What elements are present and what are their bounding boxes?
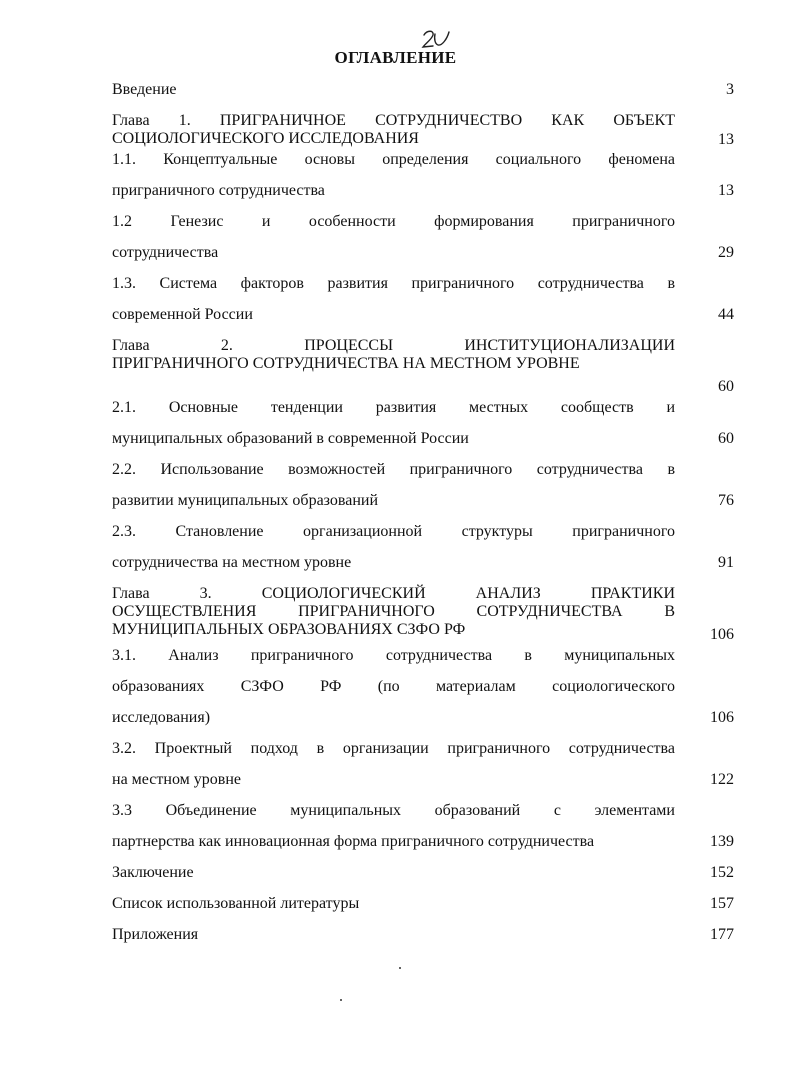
- toc-page-number: 76: [718, 492, 734, 509]
- toc-entry-chapter-2: [112, 337, 675, 373]
- toc-line: Глава 3. СОЦИОЛОГИЧЕСКИЙ АНАЛИЗ ПРАКТИКИ: [112, 585, 675, 602]
- toc-page-number: 157: [710, 895, 734, 912]
- toc-page-number: 122: [710, 771, 734, 788]
- toc-line: сотрудничества на местном уровне: [112, 554, 352, 571]
- toc-page-number: 3: [726, 81, 734, 98]
- toc-line: муниципальных образований в современной России: [112, 430, 469, 447]
- toc-page-number: 91: [718, 554, 734, 571]
- scan-speck: [340, 999, 342, 1001]
- toc-page-number: 13: [718, 131, 734, 148]
- toc-line: 3.1. Анализ приграничного сотрудничества в муниципальных: [112, 647, 675, 664]
- toc-page-number: 29: [718, 244, 734, 261]
- toc-page-number: 152: [710, 864, 734, 881]
- toc-page-number: 13: [718, 182, 734, 199]
- toc-line: Список использованной литературы: [112, 895, 360, 912]
- toc-line: Приложения: [112, 926, 199, 943]
- toc-page-number: 60: [718, 430, 734, 447]
- toc-line: Глава 2. ПРОЦЕССЫ ИНСТИТУЦИОНАЛИЗАЦИИ: [112, 337, 675, 354]
- toc-line: образованиях СЗФО РФ (по материалам социологического: [112, 678, 675, 695]
- toc-page-number: 44: [718, 306, 734, 323]
- toc-line: 3.3 Объединение муниципальных образований с элементами: [112, 802, 675, 819]
- toc-line: исследования): [112, 709, 211, 726]
- toc-page-number: 139: [710, 833, 734, 850]
- toc-line: Заключение: [112, 864, 194, 881]
- toc-line: 2.2. Использование возможностей приграничного сотрудничества в: [112, 461, 675, 478]
- toc-title: ОГЛАВЛЕНИЕ: [334, 48, 457, 67]
- toc-page-number: 106: [710, 626, 734, 643]
- toc-page-number: 60: [718, 378, 734, 395]
- scan-speck: [399, 967, 401, 969]
- toc-line: Глава 1. ПРИГРАНИЧНОЕ СОТРУДНИЧЕСТВО КАК ОБЪЕКТ: [112, 112, 675, 129]
- toc-entry-section-2-2: [112, 460, 675, 511]
- toc-entry-chapter-1: [112, 112, 675, 148]
- toc-line: 2.1. Основные тенденции развития местных сообществ и: [112, 399, 675, 416]
- toc-page-number: 106: [710, 709, 734, 726]
- toc-entry-section-3-1: [112, 646, 675, 728]
- toc-entry-introduction: [112, 80, 675, 100]
- toc-line: приграничного сотрудничества: [112, 182, 325, 199]
- toc-line: СОЦИОЛОГИЧЕСКОГО ИССЛЕДОВАНИЯ: [112, 130, 419, 147]
- toc-entry-section-2-1: [112, 398, 675, 449]
- toc-line: 1.2 Генезис и особенности формирования приграничного: [112, 213, 675, 230]
- toc-entry-appendices: [112, 925, 675, 945]
- toc-line: 2.3. Становление организационной структуры приграничного: [112, 523, 675, 540]
- toc-line: 1.3. Система факторов развития приграничного сотрудничества в: [112, 275, 675, 292]
- toc-line: ПРИГРАНИЧНОГО СОТРУДНИЧЕСТВА НА МЕСТНОМ УРОВНЕ: [112, 355, 580, 372]
- toc-line: 1.1. Концептуальные основы определения социального феномена: [112, 151, 675, 168]
- toc-line: сотрудничества: [112, 244, 219, 261]
- toc-entry-section-3-2: [112, 739, 675, 790]
- toc-page-number: 177: [710, 926, 734, 943]
- toc-line: партнерства как инновационная форма приграничного сотрудничества: [112, 833, 595, 850]
- toc-entry-conclusion: [112, 863, 675, 883]
- toc-line: МУНИЦИПАЛЬНЫХ ОБРАЗОВАНИЯХ СЗФО РФ: [112, 621, 466, 638]
- toc-entry-chapter-3: [112, 585, 675, 639]
- toc-line: 3.2. Проектный подход в организации приграничного сотрудничества: [112, 740, 675, 757]
- toc-line: развитии муниципальных образований: [112, 492, 379, 509]
- toc-line: современной России: [112, 306, 253, 323]
- toc-line: на местном уровне: [112, 771, 241, 788]
- toc-entry-bibliography: [112, 894, 675, 914]
- toc-entry-section-3-3: [112, 801, 675, 852]
- toc-entry-section-1-3: [112, 274, 675, 325]
- toc-entry-section-2-3: [112, 522, 675, 573]
- toc-line: ОСУЩЕСТВЛЕНИЯ ПРИГРАНИЧНОГО СОТРУДНИЧЕСТВА В: [112, 603, 675, 620]
- toc-entry-section-1-1: [112, 150, 675, 201]
- toc-line: Введение: [112, 81, 177, 98]
- toc-entry-section-1-2: [112, 212, 675, 263]
